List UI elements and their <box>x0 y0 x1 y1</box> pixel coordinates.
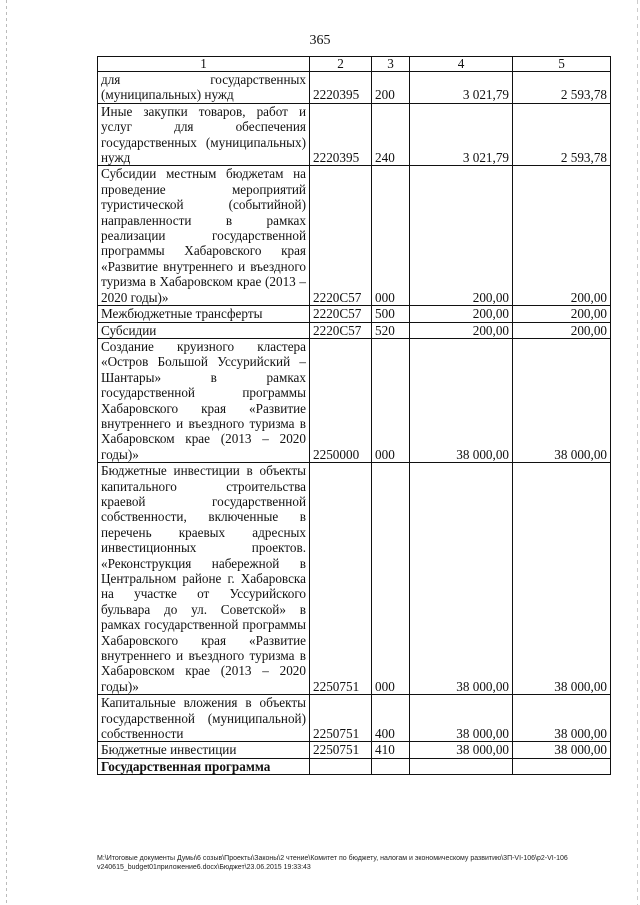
scan-edge-right <box>637 0 638 905</box>
row-amount-2016-cell: 200,00 <box>513 166 611 306</box>
header-cell-4: 4 <box>410 57 513 72</box>
row-amount-2015-cell: 38 000,00 <box>410 742 513 758</box>
row-name-cell: Иные закупки товаров, работ и услуг для обеспечения государственных (муниципальных) нужд <box>98 103 310 166</box>
header-cell-1: 1 <box>98 57 310 72</box>
table-row <box>98 72 611 104</box>
row-code-cell: 2250751 <box>310 742 372 758</box>
row-name-cell: Бюджетные инвестиции <box>98 742 310 758</box>
row-name-cell: Субсидии <box>98 322 310 338</box>
row-code-cell: 2250751 <box>310 695 372 742</box>
row-amount-2015-cell: 200,00 <box>410 322 513 338</box>
row-type-cell: 410 <box>372 742 410 758</box>
table-row <box>98 166 611 306</box>
row-name-cell: Капитальные вложения в объекты государственной (муниципальной) собственности <box>98 695 310 742</box>
row-name-cell: Межбюджетные трансферты <box>98 306 310 322</box>
row-amount-2015-cell: 3 021,79 <box>410 72 513 104</box>
row-amount-2016-cell: 38 000,00 <box>513 695 611 742</box>
row-type-cell: 520 <box>372 322 410 338</box>
row-amount-2015-cell: 3 021,79 <box>410 103 513 166</box>
row-name-cell: для государственных (муниципальных) нужд <box>98 72 310 104</box>
row-amount-2016-cell: 38 000,00 <box>513 338 611 462</box>
row-type-cell: 000 <box>372 166 410 306</box>
table-row <box>98 742 611 758</box>
header-cell-3: 3 <box>372 57 410 72</box>
row-amount-2015-cell: 200,00 <box>410 306 513 322</box>
budget-table <box>97 56 611 775</box>
row-amount-2016-cell: 2 593,78 <box>513 72 611 104</box>
row-amount-2016-cell: 38 000,00 <box>513 463 611 695</box>
row-type-cell <box>372 758 410 774</box>
table-row <box>98 695 611 742</box>
header-cell-2: 2 <box>310 57 372 72</box>
row-type-cell: 240 <box>372 103 410 166</box>
scan-edge-left <box>6 0 7 905</box>
header-cell-5: 5 <box>513 57 611 72</box>
row-amount-2015-cell: 200,00 <box>410 166 513 306</box>
row-amount-2015-cell <box>410 758 513 774</box>
row-type-cell: 400 <box>372 695 410 742</box>
row-amount-2016-cell <box>513 758 611 774</box>
row-type-cell: 000 <box>372 338 410 462</box>
page-number: 365 <box>309 33 331 48</box>
row-code-cell: 2220395 <box>310 103 372 166</box>
row-amount-2016-cell: 2 593,78 <box>513 103 611 166</box>
row-amount-2016-cell: 200,00 <box>513 306 611 322</box>
row-code-cell: 2220395 <box>310 72 372 104</box>
table-header-row <box>98 57 611 72</box>
row-amount-2015-cell: 38 000,00 <box>410 695 513 742</box>
table-row <box>98 463 611 695</box>
table-row <box>98 758 611 774</box>
row-code-cell: 2220С57 <box>310 166 372 306</box>
row-name-cell: Субсидии местным бюджетам на проведение мероприятий туристической (событийной) направленности в рамках реализации государственной программы Хабаровского края «Развитие внутреннего и въездного туризма в Хабаровском крае (2013 – 2020 годы)» <box>98 166 310 306</box>
row-amount-2015-cell: 38 000,00 <box>410 338 513 462</box>
row-code-cell <box>310 758 372 774</box>
table-row <box>98 322 611 338</box>
row-amount-2016-cell: 38 000,00 <box>513 742 611 758</box>
row-code-cell: 2220С57 <box>310 306 372 322</box>
row-code-cell: 2220С57 <box>310 322 372 338</box>
row-name-cell: Государственная программа <box>98 758 310 774</box>
table-row <box>98 103 611 166</box>
row-name-cell: Создание круизного кластера «Остров Большой Уссурийский – Шантары» в рамках государственной программы Хабаровского края «Развитие внутреннего и въездного туризма в Хабаровском крае (2013 – 2020 годы)» <box>98 338 310 462</box>
row-name-cell: Бюджетные инвестиции в объекты капитального строительства краевой государственной собственности, включенные в перечень краевых адресных инвестиционных проектов. «Реконструкция набережной в Центральном районе г. Хабаровска на участке от Уссурийского бульвара до ул. Советской» в рамках государственной программы Хабаровского края «Развитие внутреннего и въездного туризма в Хабаровском крае (2013 – 2020 годы)» <box>98 463 310 695</box>
file-path-footer: М:\Итоговые документы Думы\6 созыв\Проекты\Законы\2 чтение\Комитет по бюджету, налогам и экономическому развитию\3П-VI-106\р2-VI-106 v240615_budget01приложение6.docx\Бюджет\23.06.2015 19:33:43 <box>97 855 568 871</box>
table-row <box>98 338 611 462</box>
row-amount-2016-cell: 200,00 <box>513 322 611 338</box>
table-row <box>98 306 611 322</box>
row-code-cell: 2250000 <box>310 338 372 462</box>
row-amount-2015-cell: 38 000,00 <box>410 463 513 695</box>
row-code-cell: 2250751 <box>310 463 372 695</box>
row-type-cell: 200 <box>372 72 410 104</box>
row-type-cell: 000 <box>372 463 410 695</box>
row-type-cell: 500 <box>372 306 410 322</box>
